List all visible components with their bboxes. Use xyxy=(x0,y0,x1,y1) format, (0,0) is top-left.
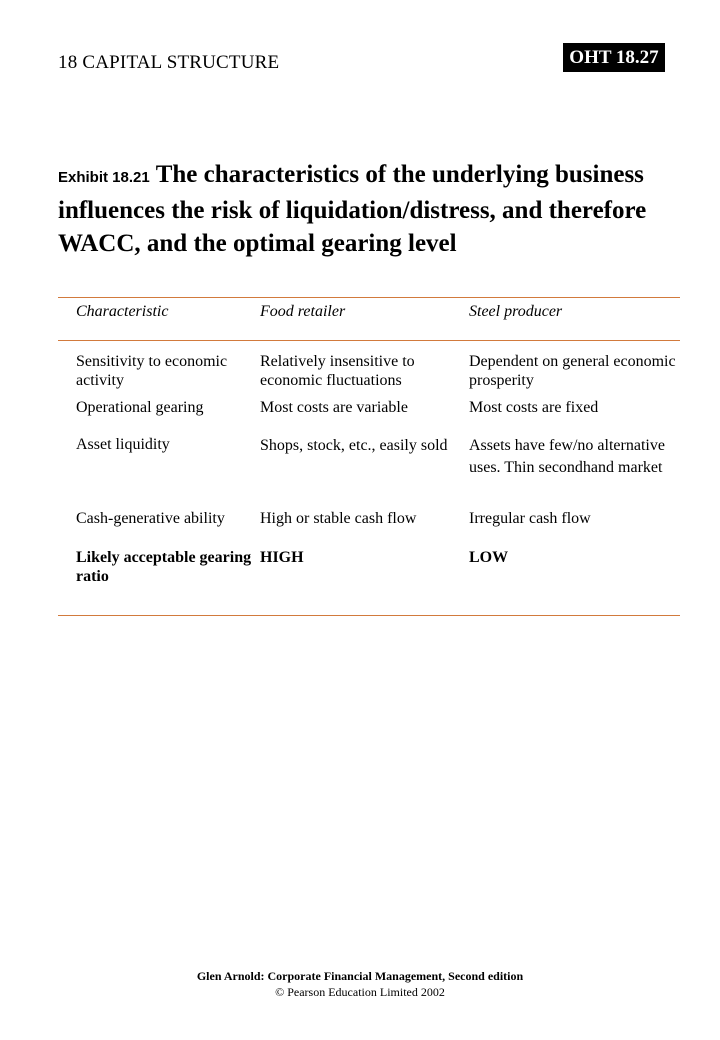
row-food-retailer: Relatively insensitive to economic fluctuations xyxy=(260,353,415,389)
table-top-rule xyxy=(58,297,680,298)
row-steel-producer: Irregular cash flow xyxy=(469,510,591,527)
characteristics-table xyxy=(76,302,676,586)
exhibit-label: Exhibit 18.21 xyxy=(58,169,150,186)
table-header-row xyxy=(76,302,676,340)
footer xyxy=(0,968,720,1000)
row-characteristic: Cash-generative ability xyxy=(76,510,225,527)
table-row-gearing xyxy=(76,548,676,586)
row-steel-producer: Most costs are fixed xyxy=(469,399,599,416)
table-row xyxy=(76,398,676,435)
exhibit-heading xyxy=(58,158,688,260)
row-characteristic: Likely acceptable gearing ratio xyxy=(76,549,252,585)
footer-copyright: © Pearson Education Limited 2002 xyxy=(275,985,445,999)
row-food-retailer: HIGH xyxy=(260,549,304,566)
column-header-characteristic: Characteristic xyxy=(76,303,169,320)
row-food-retailer: Most costs are variable xyxy=(260,399,408,416)
oht-badge: OHT 18.27 xyxy=(563,43,665,72)
column-header-steel-producer: Steel producer xyxy=(469,303,563,320)
row-steel-producer: Dependent on general economic prosperity xyxy=(469,353,676,389)
column-header-food-retailer: Food retailer xyxy=(260,303,346,320)
chapter-title: 18 CAPITAL STRUCTURE xyxy=(58,52,280,73)
row-characteristic: Sensitivity to economic activity xyxy=(76,353,228,389)
row-steel-producer: Assets have few/no alternative uses. Thin secondhand market xyxy=(469,437,665,476)
row-food-retailer: High or stable cash flow xyxy=(260,510,417,527)
table-row xyxy=(76,340,676,398)
exhibit-title: The characteristics of the underlying business influences the risk of liquidation/distress, and therefore WACC, and the optimal gearing level xyxy=(58,161,647,257)
row-characteristic: Asset liquidity xyxy=(76,436,170,453)
table-bottom-rule xyxy=(58,615,680,616)
table-row xyxy=(76,509,676,548)
row-characteristic: Operational gearing xyxy=(76,399,204,416)
row-food-retailer: Shops, stock, etc., easily sold xyxy=(260,437,448,454)
footer-credit: Glen Arnold: Corporate Financial Management, Second edition xyxy=(196,969,524,983)
row-steel-producer: LOW xyxy=(469,549,509,566)
table-row xyxy=(76,435,676,509)
